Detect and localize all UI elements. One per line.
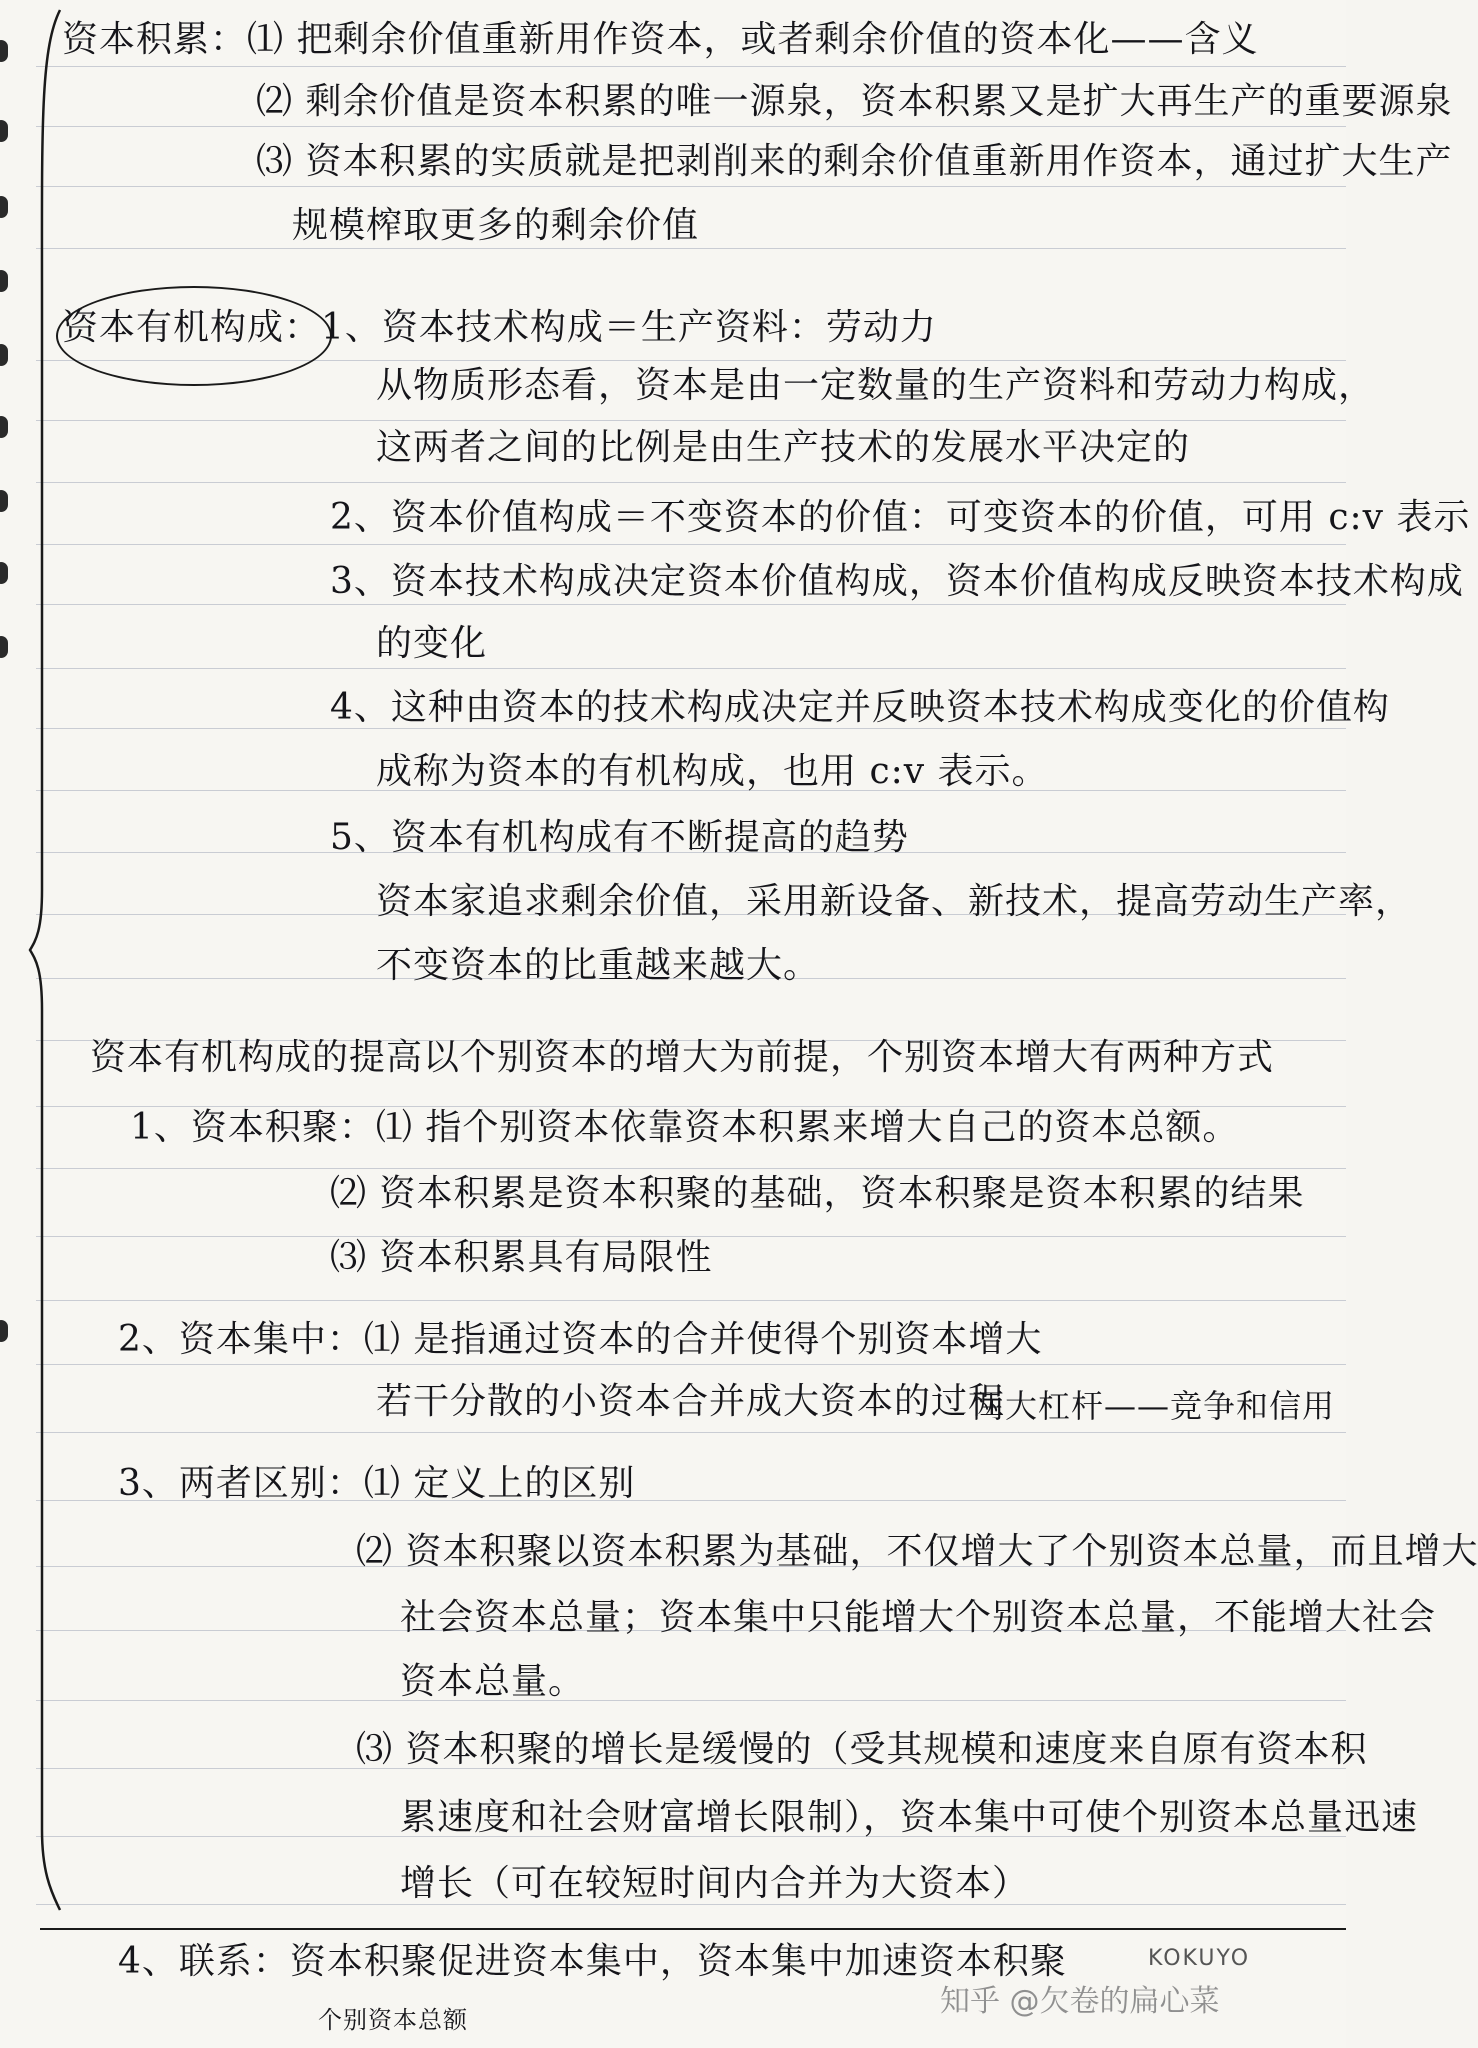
ruled-line	[36, 66, 1346, 67]
binding-hole	[0, 196, 8, 218]
organic-ratio: 这两者之间的比例是由生产技术的发展水平决定的	[376, 427, 1191, 468]
relation-note: 个别资本总额	[318, 2006, 468, 2034]
binding-hole	[0, 1320, 8, 1342]
ruled-line	[36, 248, 1346, 249]
zhihu-watermark: 知乎 @欠卷的扁心菜	[940, 1984, 1220, 2019]
ruled-line	[36, 1300, 1346, 1301]
difference-speed-end: 增长（可在较短时间内合并为大资本）	[400, 1863, 1030, 1904]
difference-scope: ⑵ 资本积聚以资本积累为基础，不仅增大了个别资本总量，而且增大	[356, 1531, 1478, 1572]
binding-hole	[0, 416, 8, 438]
concentration-limit: ⑶ 资本积累具有局限性	[330, 1237, 713, 1278]
ruled-line	[36, 1700, 1346, 1701]
binding-hole	[0, 270, 8, 292]
accumulation-essence: ⑶ 资本积累的实质就是把剥削来的剩余价值重新用作资本，通过扩大生产	[256, 141, 1453, 182]
difference-speed-cont: 累速度和社会财富增长限制），资本集中可使个别资本总量迅速	[400, 1797, 1419, 1838]
difference-scope-cont: 社会资本总量；资本集中只能增大个别资本总量，不能增大社会	[400, 1597, 1437, 1638]
relation: 4、联系：资本积聚促进资本集中，资本集中加速资本积聚	[118, 1941, 1067, 1982]
binding-hole	[0, 40, 8, 62]
ruled-line	[36, 668, 1346, 669]
accumulation-source: ⑵ 剩余价值是资本积累的唯一源泉，资本积累又是扩大再生产的重要源泉	[256, 81, 1453, 122]
increase-intro: 资本有机构成的提高以个别资本的增大为前提，个别资本增大有两种方式	[90, 1037, 1275, 1078]
centralization-levers: 两大杠杆——竞争和信用	[972, 1387, 1336, 1425]
organic-trend: 5、资本有机构成有不断提高的趋势	[330, 817, 909, 858]
ruled-line	[36, 1364, 1346, 1365]
organic-trend-result: 不变资本的比重越来越大。	[376, 945, 821, 986]
concentration-basis: ⑵ 资本积累是资本积聚的基础，资本积聚是资本积累的结果	[330, 1173, 1305, 1214]
left-brace	[30, 10, 70, 1910]
binding-hole	[0, 344, 8, 366]
organic-technical-composition: 资本有机构成：1、资本技术构成＝生产资料：劳动力	[62, 307, 937, 348]
ruled-line	[36, 1432, 1346, 1433]
difference-speed: ⑶ 资本积聚的增长是缓慢的（受其规模和速度来自原有资本积	[356, 1729, 1368, 1770]
accumulation-essence-cont: 规模榨取更多的剩余价值	[292, 205, 700, 246]
centralization-process: 若干分散的小资本合并成大资本的过程	[376, 1381, 1006, 1422]
ruled-line	[36, 1168, 1346, 1169]
organic-definition: 4、这种由资本的技术构成决定并反映资本技术构成变化的价值构	[330, 687, 1390, 728]
bottom-rule	[40, 1928, 1346, 1930]
notebook-brand-logo: KOKUYO	[1148, 1946, 1251, 1971]
ruled-line	[36, 126, 1346, 127]
ruled-line	[36, 604, 1346, 605]
organic-value-composition: 2、资本价值构成＝不变资本的价值：可变资本的价值，可用 c:v 表示	[330, 497, 1471, 538]
organic-determines-cont: 的变化	[376, 623, 488, 664]
binding-hole	[0, 120, 8, 142]
organic-determines: 3、资本技术构成决定资本价值构成，资本价值构成反映资本技术构成	[330, 561, 1464, 602]
difference-definition: 3、两者区别：⑴ 定义上的区别	[118, 1463, 636, 1504]
organic-material-form: 从物质形态看，资本是由一定数量的生产资料和劳动力构成，	[376, 365, 1376, 406]
ruled-line	[36, 186, 1346, 187]
ruled-line	[36, 420, 1346, 421]
binding-hole	[0, 636, 8, 658]
concentration-definition: 1、资本积聚：⑴ 指个别资本依靠资本积累来增大自己的资本总额。	[130, 1107, 1240, 1148]
organic-trend-reason: 资本家追求剩余价值，采用新设备、新技术，提高劳动生产率，	[376, 881, 1413, 922]
binding-hole	[0, 562, 8, 584]
ruled-line	[36, 482, 1346, 483]
difference-scope-end: 资本总量。	[400, 1661, 586, 1702]
centralization-definition: 2、资本集中：⑴ 是指通过资本的合并使得个别资本增大	[118, 1319, 1043, 1360]
accumulation-definition: 资本积累：⑴ 把剩余价值重新用作资本，或者剩余价值的资本化——含义	[62, 19, 1259, 60]
ruled-line	[36, 544, 1346, 545]
organic-definition-cont: 成称为资本的有机构成，也用 c:v 表示。	[376, 751, 1049, 792]
binding-hole	[0, 490, 8, 512]
